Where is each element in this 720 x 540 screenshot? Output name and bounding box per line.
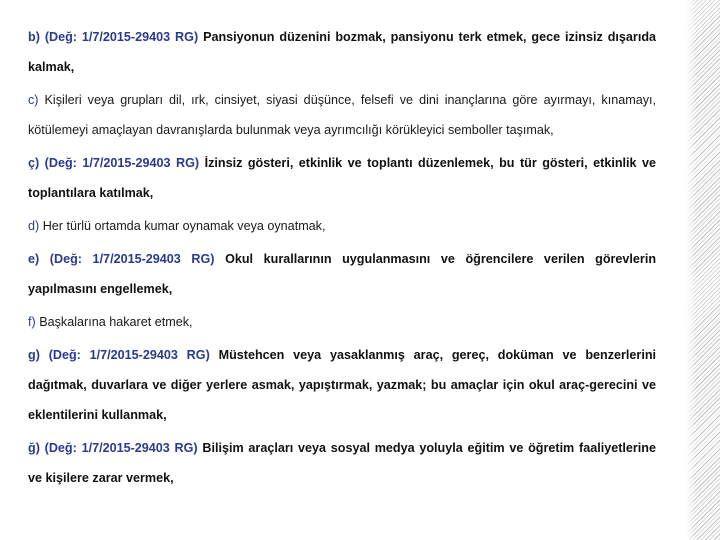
item-marker: c)	[28, 93, 39, 107]
amendment-reference: (Değ: 1/7/2015-29403 RG)	[44, 30, 199, 44]
item-marker: b)	[28, 30, 40, 44]
item-marker: ğ)	[28, 441, 40, 455]
list-item-g	[28, 340, 656, 430]
list-item-c-cedilla	[28, 148, 656, 208]
list-item-e	[28, 244, 656, 304]
item-marker: f)	[28, 315, 36, 329]
item-marker: e)	[28, 252, 40, 266]
item-marker: ç)	[28, 156, 40, 170]
regulation-list	[28, 22, 656, 496]
item-text: Müstehcen veya yasaklanmış araç, gereç, doküman ve benzerlerini dağıtmak, duvarlara ve diğer yerlere asmak, yapıştırmak, yazmak; bu amaçlar için okul araç-gerecini ve eklentilerini kullanmak,	[28, 348, 657, 422]
amendment-reference: (Değ: 1/7/2015-29403 RG)	[44, 156, 200, 170]
item-text: Bilişim araçları veya sosyal medya yoluyla eğitim ve öğretim faaliyetlerine ve kişilere zarar vermek,	[28, 441, 657, 485]
amendment-reference: (Değ: 1/7/2015-29403 RG)	[49, 252, 215, 266]
list-item-c	[28, 85, 656, 145]
amendment-reference: (Değ: 1/7/2015-29403 RG)	[44, 441, 198, 455]
item-text: Her türlü ortamda kumar oynamak veya oynatmak,	[42, 219, 326, 233]
list-item-f	[28, 307, 656, 337]
item-text: Pansiyonun düzenini bozmak, pansiyonu terk etmek, gece izinsiz dışarıda kalmak,	[28, 30, 657, 74]
list-item-d	[28, 211, 656, 241]
amendment-reference: (Değ: 1/7/2015-29403 RG)	[48, 348, 210, 362]
item-text: Başkalarına hakaret etmek,	[39, 315, 193, 329]
item-text: Kişileri veya grupları dil, ırk, cinsiyet, siyasi düşünce, felsefi ve dini inançlarına göre ayırmayı, kınamayı, kötülemeyi amaçlayan davranışlarda bulunmak veya ayrımcılığı körükleyici semboller taşımak,	[28, 93, 656, 137]
item-marker: d)	[28, 219, 40, 233]
item-marker: g)	[28, 348, 40, 362]
decorative-hatched-edge	[686, 0, 720, 540]
list-item-g-breve	[28, 433, 656, 493]
item-text: Okul kurallarının uygulanmasını ve öğrencilere verilen görevlerin yapılmasını engellemek,	[28, 252, 657, 296]
item-text: İzinsiz gösteri, etkinlik ve toplantı düzenlemek, bu tür gösteri, etkinlik ve toplantılara katılmak,	[28, 156, 657, 200]
list-item-b	[28, 22, 656, 82]
